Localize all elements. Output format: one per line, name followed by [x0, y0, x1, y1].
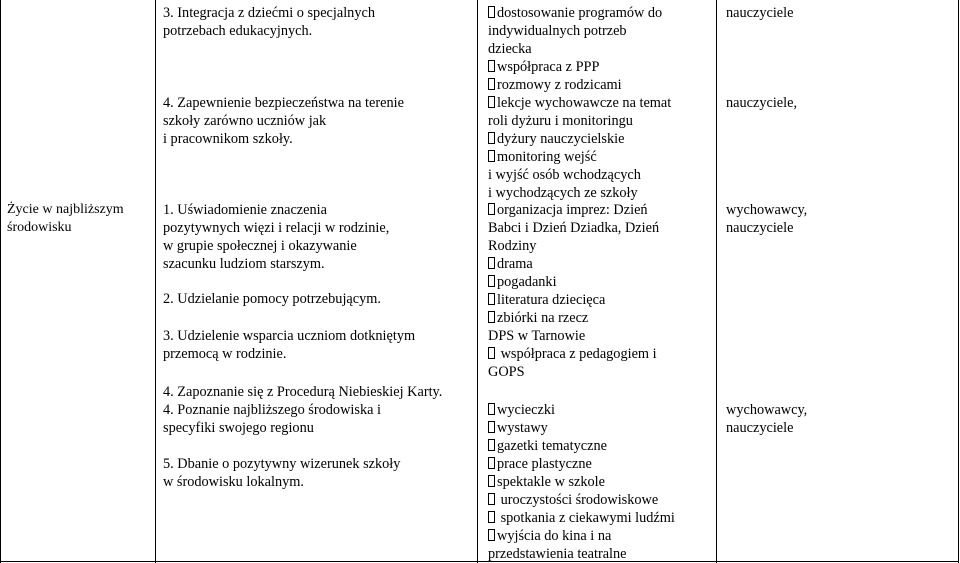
activities-block — [488, 401, 675, 563]
responsible-text: nauczyciele, — [726, 95, 798, 111]
table-border-right — [958, 0, 959, 563]
goal-line: 3. Udzielenie wsparcia uczniom dotkniętym — [163, 328, 416, 344]
goal-block — [163, 455, 400, 491]
bullet-box-icon — [488, 311, 495, 323]
section-title — [7, 201, 124, 237]
goal-block — [163, 383, 442, 401]
bullet-box-icon — [488, 529, 495, 541]
activity-text: DPS w Tarnowie — [488, 328, 586, 344]
responsible-text: nauczyciele — [726, 220, 794, 236]
responsible-text: wychowawcy, — [726, 402, 808, 418]
goal-line: i pracownikom szkoły. — [163, 131, 293, 147]
responsible-text: nauczyciele — [726, 5, 794, 21]
activity-text: spektakle w szkole — [497, 474, 605, 490]
goal-block — [163, 327, 415, 363]
goal-block — [163, 401, 381, 437]
activity-text: roli dyżuru i monitoringu — [488, 113, 633, 129]
responsible-cell — [726, 94, 797, 112]
bullet-box-icon — [488, 78, 495, 90]
bullet-box-icon — [488, 275, 495, 287]
bullet-box-icon — [488, 403, 495, 415]
activities-block — [488, 4, 662, 94]
goal-line: w grupie społecznej i okazywanie — [163, 238, 357, 254]
goal-line: przemocą w rodzinie. — [163, 346, 287, 362]
activity-text: i wyjść osób wchodzących — [488, 167, 641, 183]
activity-text: współpraca z pedagogiem i — [497, 346, 657, 362]
bullet-box-icon — [488, 457, 495, 469]
bullet-box-icon — [488, 203, 495, 215]
goal-block — [163, 4, 375, 40]
table-divider-3 — [716, 0, 717, 563]
section-title-line2: środowisku — [7, 220, 72, 235]
goal-line: pozytywnych więzi i relacji w rodzinie, — [163, 220, 390, 236]
activity-text: przedstawienia teatralne — [488, 546, 627, 562]
goal-line: potrzebach edukacyjnych. — [163, 23, 313, 39]
activity-text: monitoring wejść — [497, 149, 597, 165]
bullet-box-icon — [488, 132, 495, 144]
activity-text: drama — [497, 256, 533, 272]
activity-text: wystawy — [497, 420, 548, 436]
bullet-box-icon — [488, 347, 495, 359]
goal-line: 1. Uświadomienie znaczenia — [163, 202, 327, 218]
goal-line: szkoły zarówno uczniów jak — [163, 113, 327, 129]
responsible-text: nauczyciele — [726, 420, 794, 436]
table-divider-1 — [155, 0, 156, 563]
activities-block — [488, 94, 671, 202]
table-border-bottom — [0, 561, 959, 562]
goal-line: 5. Dbanie o pozytywny wizerunek szkoły — [163, 456, 401, 472]
bullet-box-icon — [488, 60, 495, 72]
bullet-box-icon — [488, 511, 495, 523]
table-border-left — [0, 0, 1, 563]
activity-text: i wychodzących ze szkoły — [488, 185, 638, 201]
activity-text: pogadanki — [497, 274, 557, 290]
activity-text: Rodziny — [488, 238, 537, 254]
activity-text: organizacja imprez: Dzień — [497, 202, 648, 218]
responsible-cell — [726, 4, 793, 22]
activity-text: wycieczki — [497, 402, 555, 418]
goal-line: 3. Integracja z dziećmi o specjalnych — [163, 5, 375, 21]
bullet-box-icon — [488, 96, 495, 108]
responsible-cell — [726, 401, 807, 437]
responsible-text: wychowawcy, — [726, 202, 808, 218]
activity-text: lekcje wychowawcze na temat — [497, 95, 672, 111]
activities-block — [488, 201, 659, 381]
activity-text: Babci i Dzień Dziadka, Dzień — [488, 220, 660, 236]
bullet-box-icon — [488, 493, 495, 505]
activity-text: spotkania z ciekawymi ludźmi — [497, 510, 675, 526]
bullet-box-icon — [488, 150, 495, 162]
activity-text: wyjścia do kina i na — [497, 528, 612, 544]
goal-block — [163, 94, 404, 148]
activity-text: literatura dziecięca — [497, 292, 606, 308]
table-divider-2 — [477, 0, 478, 563]
activity-text: dostosowanie programów do — [497, 5, 663, 21]
section-title-line1: Życie w najbliższym — [7, 202, 124, 217]
goal-line: 4. Zapoznanie się z Procedurą Niebieskiej Karty. — [163, 384, 443, 400]
bullet-box-icon — [488, 6, 495, 18]
activity-text: gazetki tematyczne — [497, 438, 607, 454]
activity-text: dyżury nauczycielskie — [497, 131, 625, 147]
goal-line: 4. Poznanie najbliższego środowiska i — [163, 402, 381, 418]
activity-text: uroczystości środowiskowe — [497, 492, 659, 508]
activity-text: dziecka — [488, 41, 532, 57]
goal-block — [163, 290, 381, 308]
activity-text: rozmowy z rodzicami — [497, 77, 622, 93]
goal-block — [163, 201, 389, 273]
responsible-cell — [726, 201, 807, 237]
activity-text: współpraca z PPP — [497, 59, 600, 75]
bullet-box-icon — [488, 257, 495, 269]
goal-line: w środowisku lokalnym. — [163, 474, 304, 490]
activity-text: GOPS — [488, 364, 525, 380]
goal-line: 2. Udzielanie pomocy potrzebującym. — [163, 291, 381, 307]
goal-line: szacunku ludziom starszym. — [163, 256, 325, 272]
bullet-box-icon — [488, 293, 495, 305]
bullet-box-icon — [488, 439, 495, 451]
activity-text: indywidualnych potrzeb — [488, 23, 627, 39]
activity-text: prace plastyczne — [497, 456, 592, 472]
goal-line: specyfiki swojego regionu — [163, 420, 314, 436]
activity-text: zbiórki na rzecz — [497, 310, 589, 326]
goal-line: 4. Zapewnienie bezpieczeństwa na terenie — [163, 95, 404, 111]
bullet-box-icon — [488, 475, 495, 487]
bullet-box-icon — [488, 421, 495, 433]
